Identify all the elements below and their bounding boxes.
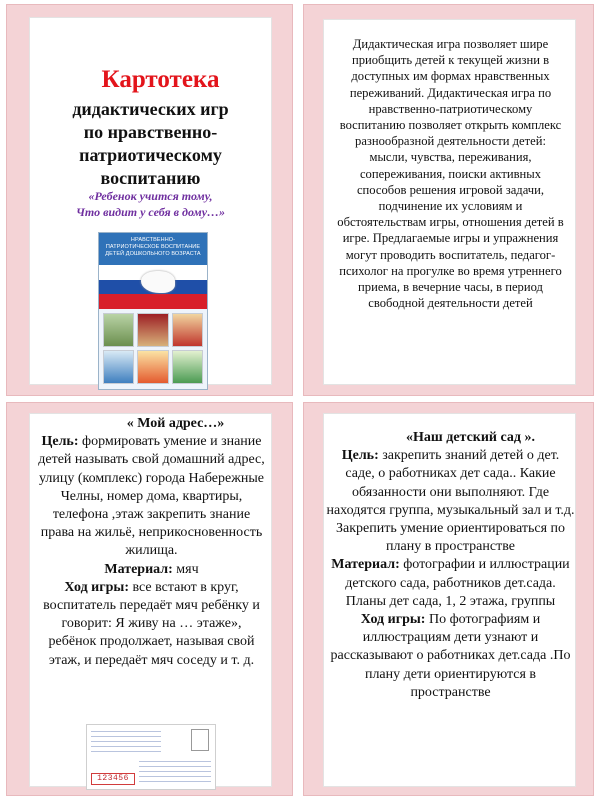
goal-label: Цель: xyxy=(41,434,79,450)
game-my-address-card xyxy=(6,402,293,796)
goal-label: Цель: xyxy=(341,448,379,464)
cover-motto: «Ребенок учится тому, Что видит у себя в дому…» xyxy=(75,189,226,219)
kremlin-thumbnail xyxy=(137,313,168,347)
process-text: По фотографиям и иллюстрациям дети узнают и рассказывают о работниках дет.сада .По плану дети ориентируются в пространстве xyxy=(330,612,571,700)
game-kindergarten-page xyxy=(323,413,576,787)
material-text: фотографии и иллюстрации детского сада, работников дет.сада. Планы дет сада, 1, 2 этажа, группы xyxy=(345,557,570,609)
children-thumbnail xyxy=(103,350,134,384)
process-text: все встают в круг, воспитатель передаёт мяч ребёнку и говорит: Я живу на … этаже», ребёнок продолжает, называя свой этаж, и передаёт мяч соседу и т. д. xyxy=(43,579,260,668)
process-label: Ход игры: xyxy=(64,579,129,595)
game-kindergarten-card xyxy=(303,402,594,796)
cover-title: Картотека xyxy=(101,66,220,93)
dove-icon xyxy=(141,271,175,293)
stamp-icon xyxy=(191,729,209,751)
intro-card xyxy=(303,4,594,396)
process-label: Ход игры: xyxy=(360,612,426,628)
book-cover-image xyxy=(98,232,208,390)
zip-code: 123456 xyxy=(91,773,135,785)
monument-thumbnail xyxy=(103,313,134,347)
material-text: мяч xyxy=(172,561,199,577)
game-title: «Наш детский сад ». xyxy=(406,430,535,445)
intro-text: Дидактическая игра позволяет шире приобщить детей к текущей жизни в доступных им формах нравственных переживаний. Дидактическая игра по нравственно-патриотическому воспитанию позволяет открыть комплекс разнообразной деятельности детей: мысли, чувства, переживания, сопереживания, поиски активных способов решения игровой задачи, подчинение их условиям и обстоятельствам игры, отношения детей в игре. Предлагаемые игры и упражнения могут проводить воспитатель, педагог-психолог на прогулке во время утреннего приема, в вечерние часы, в период свободной деятельности детей xyxy=(337,37,564,311)
nature-thumbnail xyxy=(172,350,203,384)
game-title: « Мой адрес…» xyxy=(126,416,225,431)
family-thumbnail xyxy=(137,350,168,384)
coat-of-arms-thumbnail xyxy=(172,313,203,347)
envelope-image xyxy=(86,724,216,790)
cover-card xyxy=(6,4,293,396)
book-thumbnails xyxy=(99,309,207,388)
intro-page xyxy=(323,19,576,385)
cover-page xyxy=(29,17,272,385)
goal-text: формировать умение и знание детей называть свой домашний адрес, улицу (комплекс) города Набережные Челны, номер дома, квартиры, телефона ,этаж закрепить знание права на жильё, неприкосновенность жилища. xyxy=(38,434,265,559)
material-label: Материал: xyxy=(104,561,173,577)
game-my-address-page xyxy=(29,413,272,787)
game-my-address-text xyxy=(38,415,265,670)
flag-image xyxy=(99,265,207,309)
game-kindergarten-text xyxy=(326,429,575,702)
cover-subtitle: дидактических игр по нравственно- патриотическому воспитанию xyxy=(72,99,229,188)
goal-text: закрепить знаний детей о дет. саде, о работниках дет сада.. Какие обязанности они выполняют. Где находятся группа, музыкальный зал и т.д. Закрепить умение ориентироваться по плану в пространстве xyxy=(326,448,575,555)
book-heading: НРАВСТВЕННО-ПАТРИОТИЧЕСКОЕ ВОСПИТАНИЕ ДЕТЕЙ ДОШКОЛЬНОГО ВОЗРАСТА xyxy=(99,233,207,265)
material-label: Материал: xyxy=(331,557,400,573)
